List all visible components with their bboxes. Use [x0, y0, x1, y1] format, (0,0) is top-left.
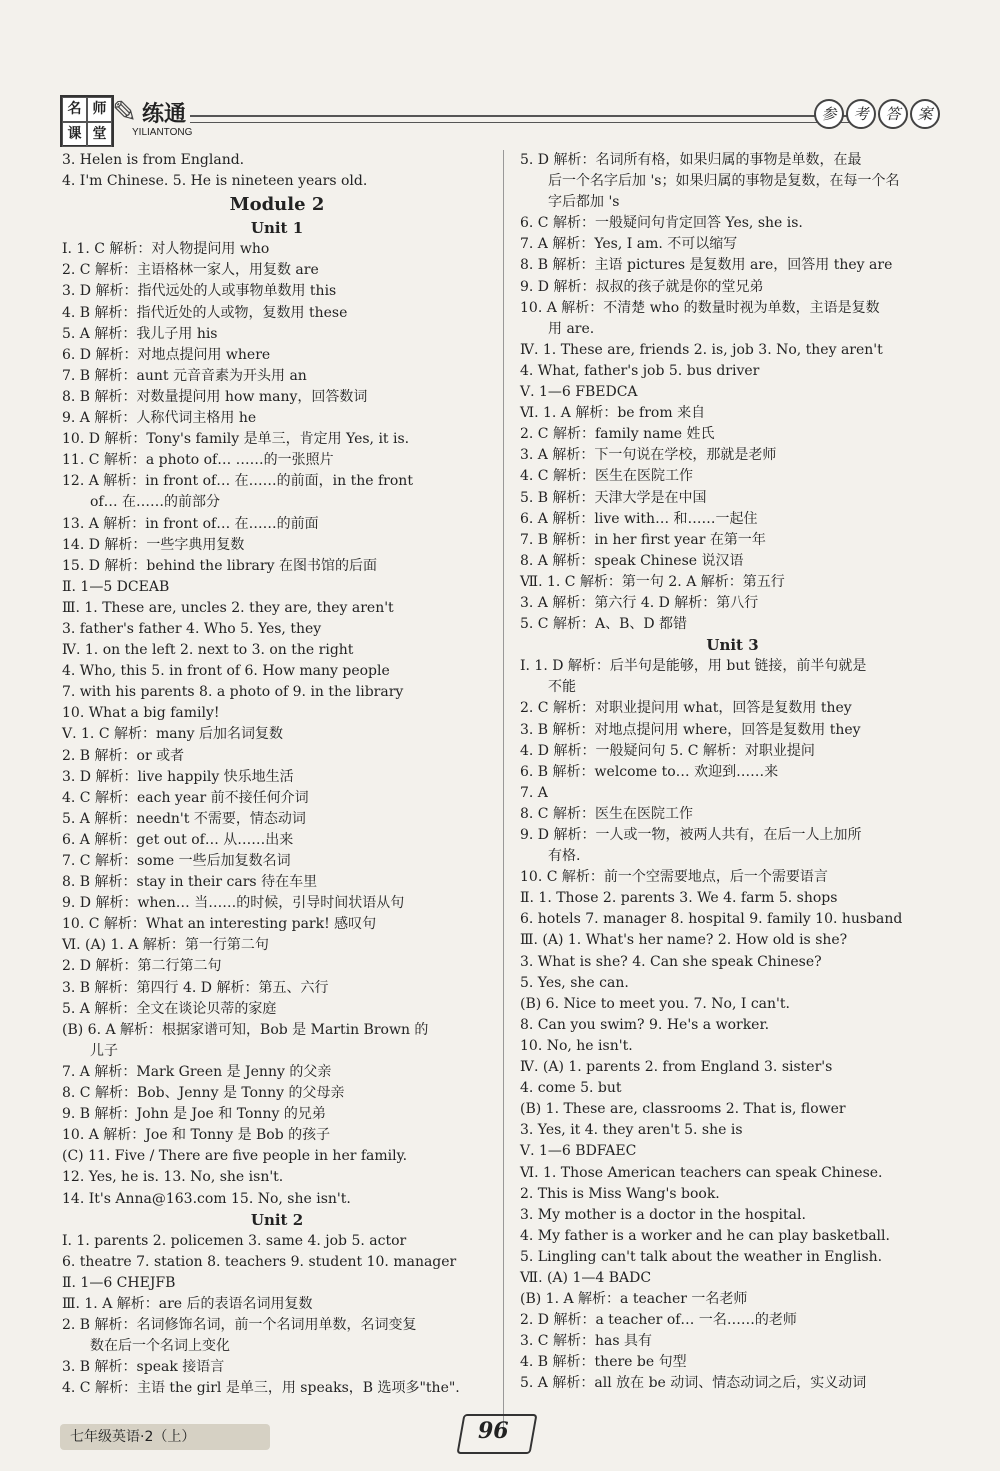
label-char: 答 — [878, 99, 908, 129]
answer-line: 5. Lingling can't talk about the weather in English. — [520, 1248, 883, 1265]
answer-line: Ⅶ. (A) 1—4 BADC — [520, 1269, 652, 1286]
answer-line: 3. B 解析：第四行 4. D 解析：第五、六行 — [62, 979, 329, 996]
answer-line: 8. C 解析：Bob、Jenny 是 Tonny 的父母亲 — [62, 1085, 345, 1102]
answer-line: 8. C 解析：医生在医院工作 — [520, 805, 693, 822]
answer-line: 6. hotels 7. manager 8. hospital 9. family 10. husband — [520, 911, 903, 928]
answer-line: 2. D 解析：a teacher of… 一名……的老师 — [520, 1312, 797, 1329]
answer-line: 用 are. — [548, 320, 595, 337]
answer-line: 4. Who, this 5. in front of 6. How many people — [62, 663, 390, 680]
answer-line: 3. Yes, it 4. they aren't 5. she is — [520, 1122, 743, 1139]
answer-line: 9. D 解析：一人或一物，被两人共有，在后一人上加所 — [520, 827, 862, 843]
answer-line: 10. C 解析：What an interesting park! 感叹句 — [62, 916, 377, 933]
answer-line: 9. D 解析：when… 当……的时候，引导时间状语从句 — [62, 895, 405, 912]
page-header — [60, 95, 940, 145]
answer-line: 10. What a big family! — [62, 705, 220, 722]
answer-line: Ⅴ. 1—6 FBEDCA — [520, 384, 638, 401]
answer-line: Ⅰ. 1. D 解析：后半句是能够，用 but 链接，前半句就是 — [520, 658, 867, 675]
answer-line: 4. D 解析：一般疑问句 5. C 解析：对职业提问 — [520, 742, 815, 759]
label-char: 案 — [910, 99, 940, 129]
answer-line: 12. Yes, he is. 13. No, she isn't. — [62, 1169, 284, 1186]
answer-line: 3. A 解析：下一句说在学校，那就是老师 — [520, 447, 777, 464]
answer-line: 5. A 解析：我儿子用 his — [62, 325, 218, 342]
answer-line: (C) 11. Five / There are five people in her family. — [62, 1148, 408, 1165]
column-divider — [503, 150, 504, 1430]
unit-heading: Unit 1 — [250, 219, 304, 238]
answer-line: 8. B 解析：stay in their cars 待在车里 — [62, 874, 318, 891]
answer-line: 7. B 解析：in her first year 在第一年 — [520, 531, 766, 548]
logo-char: 课 — [62, 122, 87, 147]
answer-line: 14. D 解析：一些字典用复数 — [62, 536, 245, 553]
logo-char: 名 — [62, 97, 87, 122]
answer-line: 5. D 解析：名词所有格，如果归属的事物是单数，在最 — [520, 152, 862, 168]
answer-line: (B) 1. These are, classrooms 2. That is, flower — [520, 1101, 846, 1118]
answer-line: 7. B 解析：aunt 元音音素为开头用 an — [62, 367, 307, 384]
unit-heading: Unit 3 — [706, 636, 759, 655]
answer-line: 有格. — [548, 848, 581, 865]
answer-line: 3. Helen is from England. — [62, 152, 245, 168]
answer-line: 4. My father is a worker and he can play basketball. — [520, 1227, 890, 1244]
answer-line: 8. Can you swim? 9. He's a worker. — [520, 1016, 770, 1033]
answer-line: 10. D 解析：Tony's family 是单三，肯定用 Yes, it is. — [62, 431, 410, 448]
answer-line: 4. come 5. but — [520, 1080, 622, 1097]
answer-line: Ⅵ. (A) 1. A 解析：第一行第二句 — [62, 937, 269, 954]
answer-line: 3. My mother is a doctor in the hospital. — [520, 1206, 806, 1223]
answer-line: 8. B 解析：对数量提问用 how many，回答数词 — [62, 388, 368, 405]
answer-line: Ⅱ. 1—5 DCEAB — [62, 578, 170, 595]
answer-line: 9. D 解析：叔叔的孩子就是你的堂兄弟 — [520, 278, 764, 295]
answer-line: Ⅳ. 1. on the left 2. next to 3. on the right — [62, 642, 354, 659]
answer-line: 8. B 解析：主语 pictures 是复数用 are，回答用 they are — [520, 257, 893, 274]
answer-line: 5. C 解析：A、B、D 都错 — [520, 616, 688, 633]
answer-line: 6. A 解析：live with… 和……一起住 — [520, 510, 758, 527]
answer-line: 2. C 解析：主语格林一家人，用复数 are — [62, 262, 319, 279]
unit-heading: Unit 2 — [250, 1210, 304, 1229]
answer-line: 6. C 解析：一般疑问句肯定回答 Yes, she is. — [520, 215, 803, 232]
brand-name: 练通 — [142, 102, 187, 127]
header-rule — [190, 115, 860, 123]
answer-line: 10. No, he isn't. — [520, 1037, 633, 1054]
answer-line: 3. D 解析：live happily 快乐地生活 — [62, 768, 294, 785]
answer-line: (B) 6. Nice to meet you. 7. No, I can't. — [520, 995, 790, 1012]
answer-line: 2. C 解析：family name 姓氏 — [520, 426, 715, 443]
answer-line: 11. C 解析：a photo of… ……的一张照片 — [62, 452, 334, 469]
answer-line: 3. C 解析：has 具有 — [520, 1333, 652, 1350]
answer-line: Ⅵ. 1. Those American teachers can speak Chinese. — [520, 1164, 883, 1181]
answer-line: 12. A 解析：in front of… 在……的前面，in the front — [62, 473, 413, 490]
answer-line: 5. A 解析：全文在谈论贝蒂的家庭 — [62, 1000, 277, 1017]
answer-line: 3. D 解析：指代远处的人或事物单数用 this — [62, 283, 337, 300]
answer-line: 3. A 解析：第六行 4. D 解析：第八行 — [520, 594, 759, 611]
answer-line: 数在后一个名词上变化 — [90, 1338, 230, 1355]
answer-line: Ⅶ. 1. C 解析：第一句 2. A 解析：第五行 — [520, 573, 785, 590]
answer-line: Ⅵ. 1. A 解析：be from 来自 — [520, 405, 706, 422]
answer-line: 儿子 — [90, 1042, 118, 1059]
answer-line: 3. father's father 4. Who 5. Yes, they — [62, 620, 322, 637]
answer-line: 15. D 解析：behind the library 在图书馆的后面 — [62, 557, 377, 574]
answer-line: 9. B 解析：John 是 Joe 和 Tonny 的兄弟 — [62, 1106, 326, 1123]
answer-line: Ⅴ. 1—6 BDFAEC — [520, 1143, 637, 1160]
module-heading: Module 2 — [229, 194, 325, 216]
answer-line: 9. A 解析：人称代词主格用 he — [62, 410, 257, 427]
answer-line: 3. B 解析：speak 接语言 — [62, 1359, 225, 1376]
answer-line: 2. D 解析：第二行第二句 — [62, 958, 222, 975]
answer-line: Ⅱ. 1—6 CHEJFB — [62, 1274, 176, 1291]
answer-line: Ⅲ. 1. These are, uncles 2. they are, they aren't — [62, 599, 394, 616]
answer-line: 4. B 解析：there be 句型 — [520, 1354, 687, 1371]
answer-line: 10. A 解析：Joe 和 Tonny 是 Bob 的孩子 — [62, 1127, 331, 1144]
answer-line: (B) 1. A 解析：a teacher 一名老师 — [520, 1291, 748, 1308]
answer-line: Ⅳ. 1. These are, friends 2. is, job 3. No, they aren't — [520, 341, 883, 358]
answer-line: (B) 6. A 解析：根据家谱可知，Bob 是 Martin Brown 的 — [62, 1021, 429, 1038]
answer-line: 7. A 解析：Yes, I am. 不可以缩写 — [520, 236, 738, 253]
answer-line: 2. This is Miss Wang's book. — [520, 1185, 720, 1202]
answer-line: 5. B 解析：天津大学是在中国 — [520, 489, 707, 506]
logo-char: 堂 — [87, 122, 112, 147]
pen-icon: ✎ — [112, 95, 138, 130]
answer-line: Ⅳ. (A) 1. parents 2. from England 3. sister's — [520, 1059, 833, 1076]
answer-line: 不能 — [548, 679, 576, 696]
answer-line: 5. Yes, she can. — [520, 974, 629, 991]
answer-line: 字后都加 's — [548, 194, 620, 211]
answers-label — [814, 99, 940, 129]
answer-line: 2. B 解析：名词修饰名词，前一个名词用单数，名词变复 — [62, 1317, 417, 1334]
left-column — [62, 150, 492, 1399]
brand-pinyin: YILIANTONG — [132, 127, 193, 138]
answer-line: 8. A 解析：speak Chinese 说汉语 — [520, 552, 744, 569]
answer-line: 10. C 解析：前一个空需要地点，后一个需要语言 — [520, 869, 828, 886]
answer-line: 5. A 解析：all 放在 be 动词、情态动词之后，实义动词 — [520, 1375, 867, 1392]
answer-line: 4. C 解析：each year 前不接任何介词 — [62, 789, 309, 806]
answer-line: 4. B 解析：指代近处的人或物，复数用 these — [62, 304, 348, 321]
answer-line: Ⅱ. 1. Those 2. parents 3. We 4. farm 5. shops — [520, 890, 838, 907]
right-column — [520, 150, 945, 1395]
answer-line: 7. C 解析：some 一些后加复数名词 — [62, 853, 291, 869]
label-char: 考 — [846, 99, 876, 129]
answer-line: of… 在……的前部分 — [90, 494, 221, 511]
footer-label: 七年级英语·2（上） — [60, 1424, 270, 1450]
answer-line: 后一个名字后加 's；如果归属的事物是复数，在每一个名 — [548, 173, 900, 190]
answer-line: 4. I'm Chinese. 5. He is nineteen years old. — [62, 173, 368, 190]
answer-line: 2. C 解析：对职业提问用 what，回答是复数用 they — [520, 700, 852, 717]
answer-line: 6. D 解析：对地点提问用 where — [62, 346, 271, 363]
answer-line: 4. C 解析：医生在医院工作 — [520, 468, 693, 485]
answer-line: 6. A 解析：get out of… 从……出来 — [62, 831, 294, 848]
answer-line: 3. What is she? 4. Can she speak Chinese? — [520, 953, 822, 970]
answer-line: Ⅲ. (A) 1. What's her name? 2. How old is she? — [520, 932, 848, 949]
answer-line: 7. A — [520, 784, 548, 801]
answer-line: 10. A 解析：不清楚 who 的数量时视为单数，主语是复数 — [520, 299, 880, 316]
answer-line: Ⅲ. 1. A 解析：are 后的表语名词用复数 — [62, 1295, 313, 1312]
answer-line: 14. It's Anna@163.com 15. No, she isn't. — [62, 1190, 351, 1207]
answer-line: 7. A 解析：Mark Green 是 Jenny 的父亲 — [62, 1063, 332, 1080]
logo-char: 师 — [87, 97, 112, 122]
answer-line: 2. B 解析：or 或者 — [62, 747, 185, 764]
answer-line: Ⅰ. 1. parents 2. policemen 3. same 4. job 5. actor — [62, 1232, 407, 1249]
answer-line: Ⅰ. 1. C 解析：对人物提问用 who — [62, 241, 270, 258]
answer-line: 3. B 解析：对地点提问用 where，回答是复数用 they — [520, 721, 861, 738]
answer-line: 5. A 解析：needn't 不需要，情态动词 — [62, 810, 306, 827]
logo — [60, 95, 114, 147]
page-number: 96 — [478, 1418, 509, 1444]
answer-line: Ⅴ. 1. C 解析：many 后加名词复数 — [62, 726, 283, 743]
answer-line: 6. B 解析：welcome to… 欢迎到……来 — [520, 763, 779, 780]
answer-line: 13. A 解析：in front of… 在……的前面 — [62, 515, 319, 532]
answer-line: 4. C 解析：主语 the girl 是单三，用 speaks，B 选项多"the". — [62, 1380, 460, 1397]
answer-line: 6. theatre 7. station 8. teachers 9. student 10. manager — [62, 1253, 457, 1270]
page-footer — [60, 1418, 940, 1454]
answer-line: 4. What, father's job 5. bus driver — [520, 362, 760, 379]
answer-line: 7. with his parents 8. a photo of 9. in the library — [62, 684, 404, 701]
label-char: 参 — [814, 99, 844, 129]
